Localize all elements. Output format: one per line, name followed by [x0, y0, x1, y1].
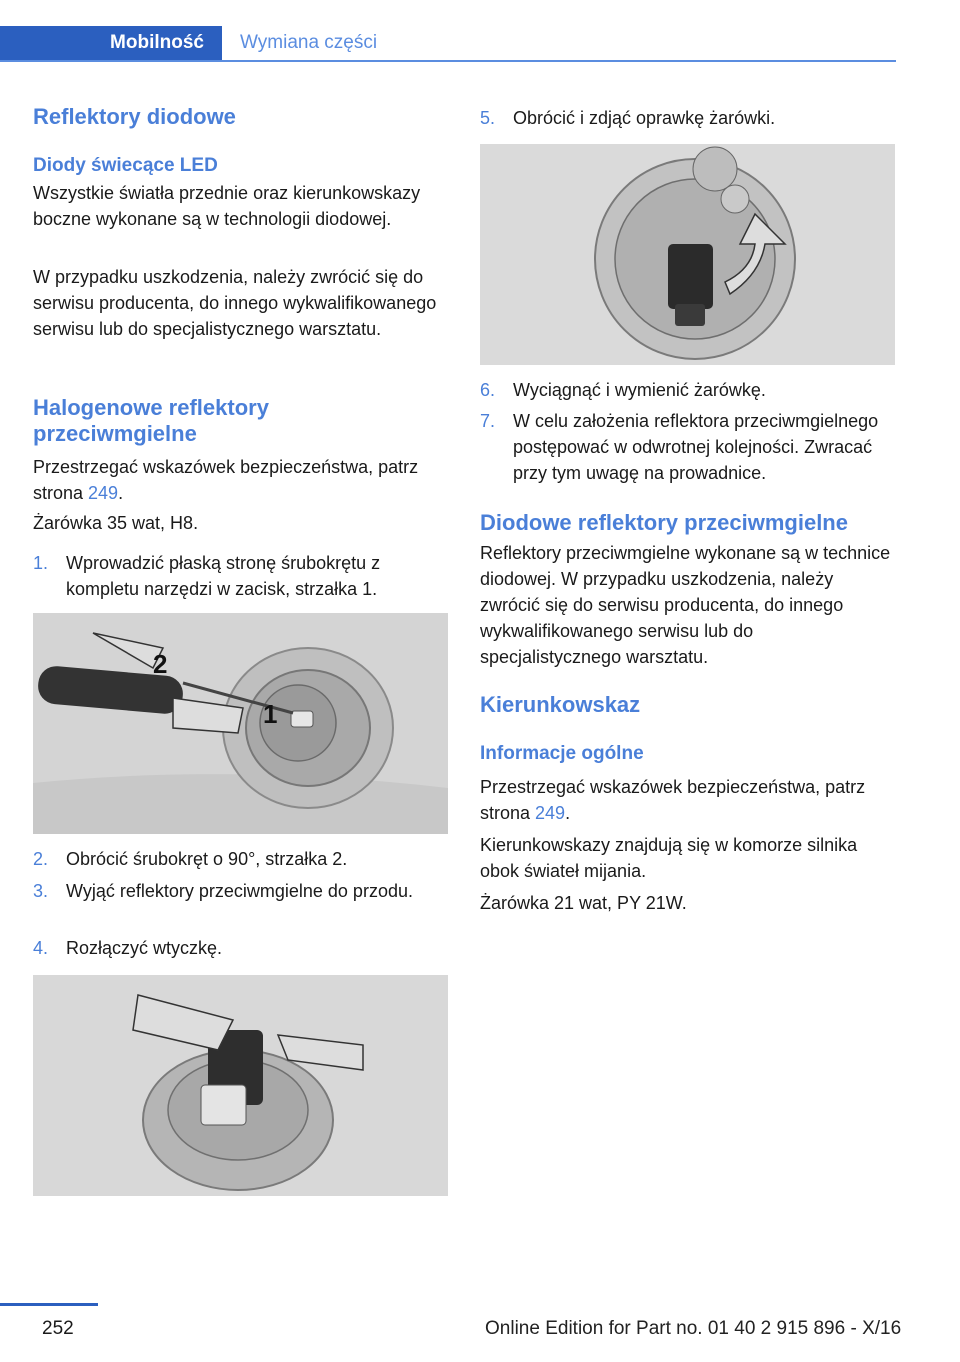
header-tab-mobilnosc[interactable]: Mobilność	[0, 26, 222, 60]
step-number: 7.	[480, 411, 496, 431]
subsection-title-informacje-ogolne: Informacje ogólne	[480, 743, 644, 764]
paragraph-safety-halogen	[33, 454, 448, 506]
page-link-249[interactable]: 249	[88, 483, 119, 503]
subsection-title-diody-led: Diody świecące LED	[33, 155, 218, 176]
header-divider	[0, 60, 896, 62]
page-header	[0, 0, 896, 62]
paragraph-bulb-h8: Żarówka 35 wat, H8.	[33, 513, 199, 533]
footer-divider	[0, 1303, 98, 1306]
paragraph-bulb-py21w: Żarówka 21 wat, PY 21W.	[480, 893, 687, 913]
figure-bulb-holder	[480, 144, 895, 365]
section-title-reflektory-diodowe: Reflektory diodowe	[33, 104, 236, 129]
step-text: Wyjąć reflektory przeciwmgielne do przodu.	[66, 881, 413, 901]
step-3	[33, 878, 448, 904]
paragraph-indicator-location: Kierunkowskazy znajdują się w komorze silnika obok świateł mijania.	[480, 835, 858, 881]
screwdriver-illustration	[33, 613, 448, 834]
figure-plug	[33, 975, 448, 1196]
paragraph-led-damage: W przypadku uszkodzenia, należy zwrócić się do serwisu producenta, do innego wykwalifikowanego serwisu lub do specjalistycznego warsztatu.	[33, 267, 437, 339]
header-tab-wymiana-czesci[interactable]: Wymiana części	[222, 26, 896, 60]
step-number: 4.	[33, 938, 49, 958]
safety-text-end: .	[118, 483, 124, 503]
step-text: Rozłączyć wtyczkę.	[66, 938, 223, 958]
plug-illustration	[33, 975, 448, 1196]
page-link-249[interactable]: 249	[535, 803, 566, 823]
step-6	[480, 377, 895, 403]
step-7	[480, 408, 895, 486]
paragraph-safety-indicator	[480, 774, 895, 826]
footer-edition: Online Edition for Part no. 01 40 2 915 896 - X/16	[485, 1318, 902, 1339]
paragraph-led-lights: Wszystkie światła przednie oraz kierunkowskazy boczne wykonane są w technologii diodowej.	[33, 183, 421, 229]
step-4	[33, 935, 448, 961]
safety-text: Przestrzegać wskazówek bezpieczeństwa, patrz strona	[33, 457, 419, 503]
step-number: 3.	[33, 881, 49, 901]
step-text: Wprowadzić płaską stronę śrubokrętu z kompletu narzędzi w zacisk, strzałka 1.	[66, 553, 381, 599]
safety-text: Przestrzegać wskazówek bezpieczeństwa, patrz strona	[480, 777, 866, 823]
figure-label-1: 1	[263, 699, 278, 729]
step-number: 5.	[480, 108, 496, 128]
paragraph-led-fog: Reflektory przeciwmgielne wykonane są w technice diodowej. W przypadku uszkodzenia, należy zwrócić się do serwisu producenta, do innego wykwalifikowanego serwisu lub do specjalistycznego warsztatu.	[480, 543, 891, 667]
step-2	[33, 846, 448, 872]
step-text: Wyciągnąć i wymienić żarówkę.	[513, 380, 766, 400]
page-number: 252	[42, 1318, 74, 1339]
section-title-halogenowe: Halogenowe reflektory przeciwmgielne	[33, 395, 269, 446]
safety-text-end: .	[565, 803, 571, 823]
step-number: 2.	[33, 849, 49, 869]
section-title-kierunkowskaz: Kierunkowskaz	[480, 692, 641, 717]
step-number: 6.	[480, 380, 496, 400]
step-text: Obrócić i zdjąć oprawkę żarówki.	[513, 108, 776, 128]
bulb-holder-illustration	[480, 144, 895, 365]
step-number: 1.	[33, 553, 49, 573]
figure-screwdriver	[33, 613, 448, 834]
step-1	[33, 550, 448, 602]
figure-label-2: 2	[153, 649, 168, 679]
section-title-diodowe-przeciwmgielne: Diodowe reflektory przeciwmgielne	[480, 510, 848, 535]
step-text: W celu założenia reflektora przeciwmgielnego postępować w odwrotnej kolejności. Zwracać przy tym uwagę na prowadnice.	[513, 411, 879, 483]
step-5	[480, 105, 895, 131]
step-text: Obrócić śrubokręt o 90°, strzałka 2.	[66, 849, 348, 869]
